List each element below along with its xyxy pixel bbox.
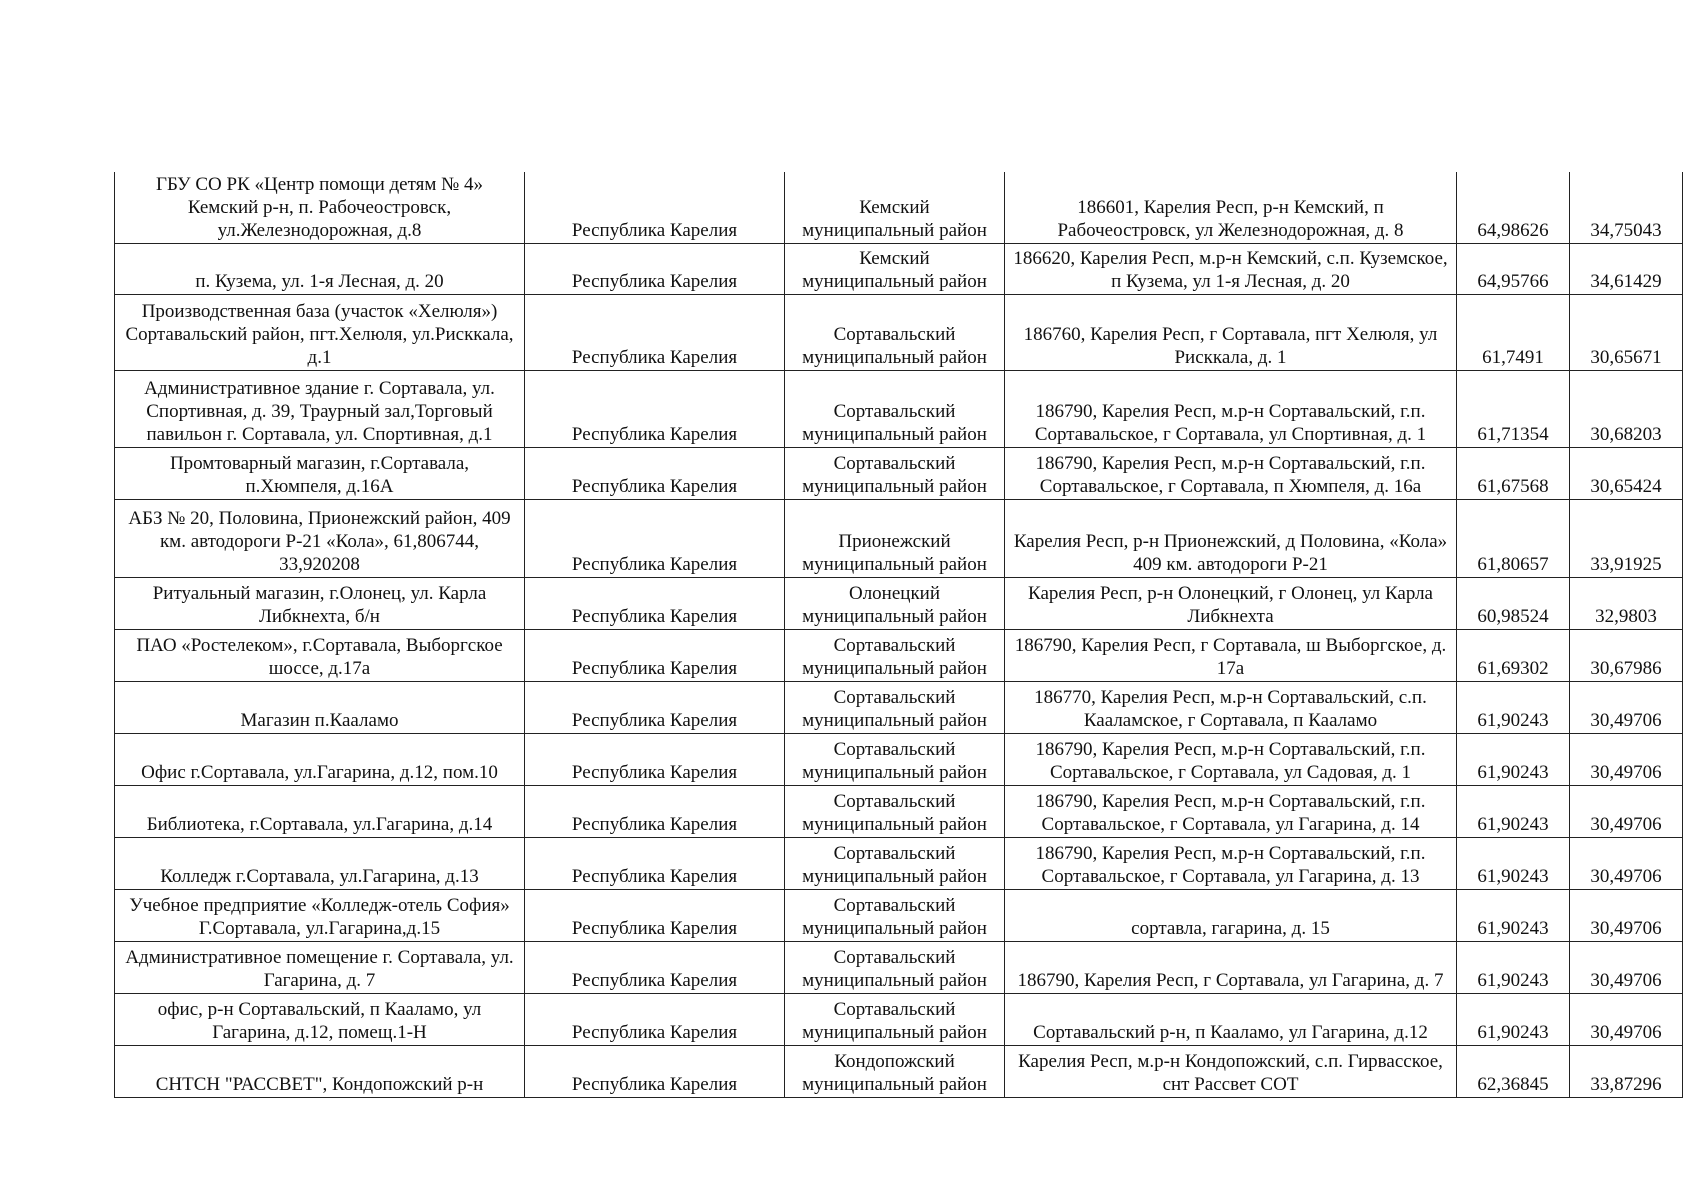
latitude-cell: 61,67568 bbox=[1457, 448, 1570, 500]
longitude-cell: 30,49706 bbox=[1570, 838, 1683, 890]
address-cell: 186770, Карелия Респ, м.р-н Сортавальский, с.п. Кааламское, г Сортавала, п Кааламо bbox=[1005, 682, 1457, 734]
region-cell: Республика Карелия bbox=[525, 371, 785, 448]
latitude-cell: 64,95766 bbox=[1457, 244, 1570, 295]
address-cell: 186790, Карелия Респ, м.р-н Сортавальский, г.п. Сортавальское, г Сортавала, ул Садовая, д. 1 bbox=[1005, 734, 1457, 786]
address-cell: Карелия Респ, р-н Прионежский, д Половина, «Кола» 409 км. автодороги Р-21 bbox=[1005, 500, 1457, 578]
region-cell: Республика Карелия bbox=[525, 630, 785, 682]
table-row bbox=[115, 942, 1683, 994]
longitude-cell: 32,9803 bbox=[1570, 578, 1683, 630]
object-name-cell: офис, р-н Сортавальский, п Кааламо, ул Гагарина, д.12, помещ.1-Н bbox=[115, 994, 525, 1046]
object-name-cell: СНТСН "РАССВЕТ", Кондопожский р-н bbox=[115, 1046, 525, 1098]
object-name-cell: Магазин п.Кааламо bbox=[115, 682, 525, 734]
object-name-cell: ПАО «Ростелеком», г.Сортавала, Выборгское шоссе, д.17а bbox=[115, 630, 525, 682]
region-cell: Республика Карелия bbox=[525, 838, 785, 890]
region-cell: Республика Карелия bbox=[525, 890, 785, 942]
district-cell: Сортавальский муниципальный район bbox=[785, 786, 1005, 838]
address-cell: Сортавальский р-н, п Кааламо, ул Гагарина, д.12 bbox=[1005, 994, 1457, 1046]
district-cell: Кемский муниципальный район bbox=[785, 172, 1005, 244]
longitude-cell: 30,65671 bbox=[1570, 295, 1683, 371]
table-row bbox=[115, 630, 1683, 682]
locations-table bbox=[114, 172, 1683, 1098]
longitude-cell: 34,75043 bbox=[1570, 172, 1683, 244]
latitude-cell: 61,90243 bbox=[1457, 682, 1570, 734]
table-row bbox=[115, 500, 1683, 578]
table-row bbox=[115, 1046, 1683, 1098]
longitude-cell: 30,49706 bbox=[1570, 734, 1683, 786]
longitude-cell: 33,91925 bbox=[1570, 500, 1683, 578]
latitude-cell: 62,36845 bbox=[1457, 1046, 1570, 1098]
longitude-cell: 30,67986 bbox=[1570, 630, 1683, 682]
district-cell: Сортавальский муниципальный район bbox=[785, 295, 1005, 371]
object-name-cell: Библиотека, г.Сортавала, ул.Гагарина, д.14 bbox=[115, 786, 525, 838]
region-cell: Республика Карелия bbox=[525, 578, 785, 630]
region-cell: Республика Карелия bbox=[525, 448, 785, 500]
table-row bbox=[115, 371, 1683, 448]
address-cell: 186790, Карелия Респ, м.р-н Сортавальский, г.п. Сортавальское, г Сортавала, ул Гагарина, д. 13 bbox=[1005, 838, 1457, 890]
district-cell: Сортавальский муниципальный район bbox=[785, 630, 1005, 682]
latitude-cell: 61,90243 bbox=[1457, 786, 1570, 838]
address-cell: 186790, Карелия Респ, г Сортавала, ш Выборгское, д. 17а bbox=[1005, 630, 1457, 682]
address-cell: 186620, Карелия Респ, м.р-н Кемский, с.п. Куземское, п Кузема, ул 1-я Лесная, д. 20 bbox=[1005, 244, 1457, 295]
longitude-cell: 34,61429 bbox=[1570, 244, 1683, 295]
table-row bbox=[115, 295, 1683, 371]
region-cell: Республика Карелия bbox=[525, 172, 785, 244]
latitude-cell: 61,7491 bbox=[1457, 295, 1570, 371]
table-row bbox=[115, 890, 1683, 942]
region-cell: Республика Карелия bbox=[525, 942, 785, 994]
region-cell: Республика Карелия bbox=[525, 994, 785, 1046]
latitude-cell: 61,90243 bbox=[1457, 890, 1570, 942]
address-cell: 186601, Карелия Респ, р-н Кемский, п Рабочеостровск, ул Железнодорожная, д. 8 bbox=[1005, 172, 1457, 244]
region-cell: Республика Карелия bbox=[525, 244, 785, 295]
address-cell: 186790, Карелия Респ, м.р-н Сортавальский, г.п. Сортавальское, г Сортавала, ул Спортивная, д. 1 bbox=[1005, 371, 1457, 448]
longitude-cell: 30,49706 bbox=[1570, 994, 1683, 1046]
district-cell: Кемский муниципальный район bbox=[785, 244, 1005, 295]
longitude-cell: 33,87296 bbox=[1570, 1046, 1683, 1098]
table-row bbox=[115, 682, 1683, 734]
object-name-cell: Промтоварный магазин, г.Сортавала, п.Хюмпеля, д.16А bbox=[115, 448, 525, 500]
object-name-cell: Административное помещение г. Сортавала, ул. Гагарина, д. 7 bbox=[115, 942, 525, 994]
region-cell: Республика Карелия bbox=[525, 500, 785, 578]
region-cell: Республика Карелия bbox=[525, 734, 785, 786]
table-row bbox=[115, 734, 1683, 786]
table-row bbox=[115, 786, 1683, 838]
latitude-cell: 61,80657 bbox=[1457, 500, 1570, 578]
address-cell: 186760, Карелия Респ, г Сортавала, пгт Хелюля, ул Рисккала, д. 1 bbox=[1005, 295, 1457, 371]
address-cell: Карелия Респ, р-н Олонецкий, г Олонец, ул Карла Либкнехта bbox=[1005, 578, 1457, 630]
district-cell: Кондопожский муниципальный район bbox=[785, 1046, 1005, 1098]
district-cell: Сортавальский муниципальный район bbox=[785, 448, 1005, 500]
district-cell: Сортавальский муниципальный район bbox=[785, 682, 1005, 734]
address-cell: 186790, Карелия Респ, м.р-н Сортавальский, г.п. Сортавальское, г Сортавала, ул Гагарина, д. 14 bbox=[1005, 786, 1457, 838]
object-name-cell: Учебное предприятие «Колледж-отель София» Г.Сортавала, ул.Гагарина,д.15 bbox=[115, 890, 525, 942]
district-cell: Сортавальский муниципальный район bbox=[785, 838, 1005, 890]
region-cell: Республика Карелия bbox=[525, 1046, 785, 1098]
district-cell: Олонецкий муниципальный район bbox=[785, 578, 1005, 630]
region-cell: Республика Карелия bbox=[525, 682, 785, 734]
table-row bbox=[115, 244, 1683, 295]
district-cell: Сортавальский муниципальный район bbox=[785, 942, 1005, 994]
object-name-cell: ГБУ СО РК «Центр помощи детям № 4» Кемский р-н, п. Рабочеостровск, ул.Железнодорожная, д.8 bbox=[115, 172, 525, 244]
district-cell: Сортавальский муниципальный район bbox=[785, 994, 1005, 1046]
latitude-cell: 60,98524 bbox=[1457, 578, 1570, 630]
longitude-cell: 30,68203 bbox=[1570, 371, 1683, 448]
district-cell: Сортавальский муниципальный район bbox=[785, 734, 1005, 786]
district-cell: Сортавальский муниципальный район bbox=[785, 371, 1005, 448]
object-name-cell: Производственная база (участок «Хелюля») Сортавальский район, пгт.Хелюля, ул.Рисккала, д.1 bbox=[115, 295, 525, 371]
district-cell: Прионежский муниципальный район bbox=[785, 500, 1005, 578]
latitude-cell: 61,71354 bbox=[1457, 371, 1570, 448]
table-row bbox=[115, 838, 1683, 890]
latitude-cell: 64,98626 bbox=[1457, 172, 1570, 244]
latitude-cell: 61,90243 bbox=[1457, 734, 1570, 786]
district-cell: Сортавальский муниципальный район bbox=[785, 890, 1005, 942]
address-cell: сортавла, гагарина, д. 15 bbox=[1005, 890, 1457, 942]
latitude-cell: 61,90243 bbox=[1457, 838, 1570, 890]
latitude-cell: 61,69302 bbox=[1457, 630, 1570, 682]
longitude-cell: 30,49706 bbox=[1570, 942, 1683, 994]
object-name-cell: Ритуальный магазин, г.Олонец, ул. Карла Либкнехта, б/н bbox=[115, 578, 525, 630]
address-cell: Карелия Респ, м.р-н Кондопожский, с.п. Гирвасское, снт Рассвет СОТ bbox=[1005, 1046, 1457, 1098]
longitude-cell: 30,65424 bbox=[1570, 448, 1683, 500]
longitude-cell: 30,49706 bbox=[1570, 890, 1683, 942]
latitude-cell: 61,90243 bbox=[1457, 942, 1570, 994]
object-name-cell: Административное здание г. Сортавала, ул. Спортивная, д. 39, Траурный зал,Торговый павильон г. Сортавала, ул. Спортивная, д.1 bbox=[115, 371, 525, 448]
address-cell: 186790, Карелия Респ, г Сортавала, ул Гагарина, д. 7 bbox=[1005, 942, 1457, 994]
table-row bbox=[115, 578, 1683, 630]
longitude-cell: 30,49706 bbox=[1570, 682, 1683, 734]
table-row bbox=[115, 994, 1683, 1046]
region-cell: Республика Карелия bbox=[525, 295, 785, 371]
region-cell: Республика Карелия bbox=[525, 786, 785, 838]
object-name-cell: Колледж г.Сортавала, ул.Гагарина, д.13 bbox=[115, 838, 525, 890]
table-row bbox=[115, 448, 1683, 500]
object-name-cell: АБЗ № 20, Половина, Прионежский район, 409 км. автодороги Р-21 «Кола», 61,806744, 33,920208 bbox=[115, 500, 525, 578]
object-name-cell: п. Кузема, ул. 1-я Лесная, д. 20 bbox=[115, 244, 525, 295]
object-name-cell: Офис г.Сортавала, ул.Гагарина, д.12, пом.10 bbox=[115, 734, 525, 786]
address-cell: 186790, Карелия Респ, м.р-н Сортавальский, г.п. Сортавальское, г Сортавала, п Хюмпеля, д. 16а bbox=[1005, 448, 1457, 500]
latitude-cell: 61,90243 bbox=[1457, 994, 1570, 1046]
longitude-cell: 30,49706 bbox=[1570, 786, 1683, 838]
table-row bbox=[115, 172, 1683, 244]
